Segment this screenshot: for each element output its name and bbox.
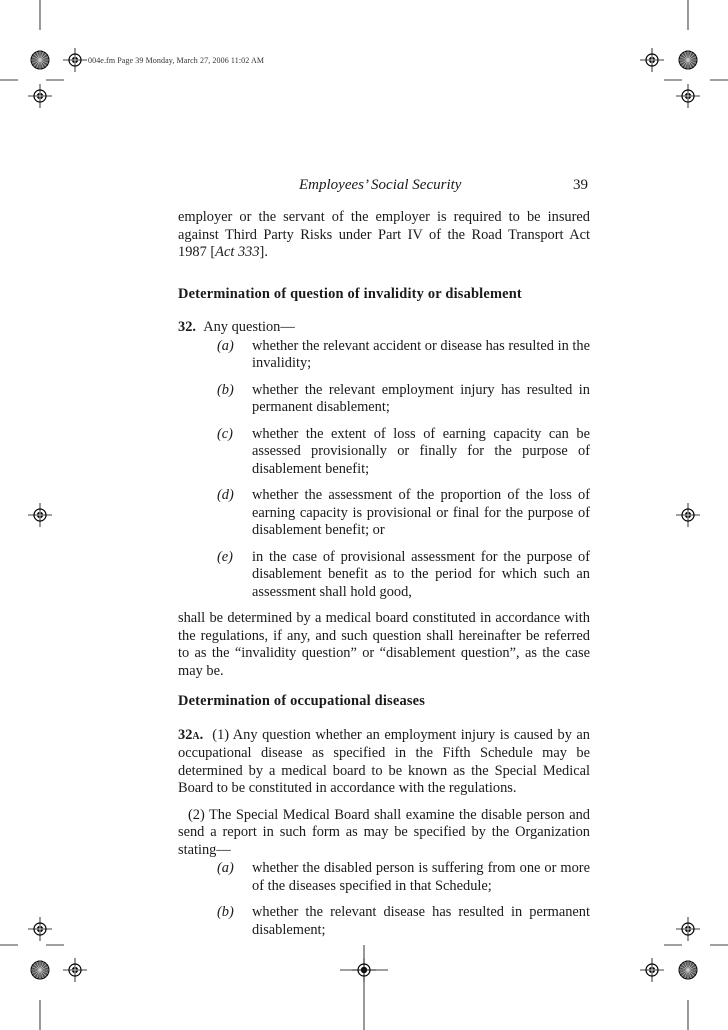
item-text: whether the relevant disease has resulted in permanent disablement;	[252, 904, 590, 938]
item-text: whether the relevant accident or disease has resulted in the invalidity;	[252, 337, 590, 371]
registration-mark-icon	[63, 958, 87, 982]
section-heading: Determination of question of invalidity or disablement	[178, 285, 522, 302]
section-number: 32.	[178, 319, 196, 335]
registration-mark-icon	[676, 503, 700, 527]
print-slug: 004e.fm Page 39 Monday, March 27, 2006 11:02 AM	[88, 56, 265, 65]
list-item	[178, 338, 590, 373]
item-label: (b)	[217, 904, 234, 920]
item-text: whether the assessment of the proportion of the loss of earning capacity is provisional or final for the purpose of disablement benefit; or	[252, 487, 590, 538]
section-32-tail: shall be determined by a medical board constituted in accordance with the regulations, if any, and such question shall hereinafter be referred to as the “invalidity question” or “disablement question”, as the case may be.	[178, 610, 590, 679]
registration-mark-icon	[640, 48, 664, 72]
intro-text-end: ].	[259, 244, 268, 260]
section-32-lead	[178, 319, 590, 337]
list-item	[178, 426, 590, 479]
list-item	[178, 487, 590, 540]
crop-line-bottom-right	[664, 945, 728, 1030]
section-32a-sub1	[178, 727, 590, 798]
item-label: (c)	[217, 425, 233, 442]
crop-line-top-left	[0, 0, 64, 80]
running-head-title: Employees’ Social Security	[299, 177, 462, 193]
subsection-text: (1) Any question whether an employment injury is caused by an occupational disease as specified in the Fifth Schedule may be determined by a medical board to be known as the Special Medical Board to be constituted in accordance with the regulations.	[178, 726, 590, 796]
list-item	[178, 549, 590, 602]
star-mark-icon	[31, 961, 49, 979]
page-number: 39	[573, 177, 588, 193]
registration-mark-icon	[28, 84, 52, 108]
registration-mark-icon	[640, 958, 664, 982]
star-mark-icon	[679, 961, 697, 979]
section-num-dot: .	[199, 726, 204, 743]
registration-mark-icon	[676, 917, 700, 941]
section-heading: Determination of occupational diseases	[178, 693, 426, 709]
section-number	[178, 727, 203, 743]
crop-line-bottom-left	[0, 945, 64, 1030]
section-num-digits: 32	[178, 726, 193, 743]
registration-mark-icon	[63, 48, 87, 72]
item-text: in the case of provisional assessment for the purpose of disablement benefit as to the period for which such an assessment shall hold good,	[252, 548, 590, 600]
registration-mark-icon	[28, 503, 52, 527]
crop-line-top-right	[664, 0, 728, 80]
item-text: whether the relevant employment injury has resulted in permanent disablement;	[252, 381, 590, 415]
item-label: (b)	[217, 381, 234, 398]
star-mark-icon	[31, 51, 49, 69]
list-item	[178, 382, 590, 417]
intro-text: employer or the servant of the employer is required to be insured against Third Party Risks under Part IV of the Road Transport Act 1987 [	[178, 209, 590, 260]
list-item	[178, 860, 590, 895]
item-label: (e)	[217, 548, 233, 565]
star-mark-icon	[679, 51, 697, 69]
item-label: (a)	[217, 860, 234, 876]
registration-mark-icon	[676, 84, 700, 108]
act-reference: Act 333	[215, 244, 260, 260]
body-text	[178, 209, 590, 939]
section-lead-text: Any question—	[203, 319, 295, 335]
intro-paragraph	[178, 209, 590, 262]
section-num-suffix: A	[192, 730, 200, 742]
item-text: whether the disabled person is suffering from one or more of the diseases specified in that Schedule;	[252, 860, 590, 894]
section-32-items	[178, 338, 590, 602]
item-label: (d)	[217, 487, 234, 503]
item-text: whether the extent of loss of earning capacity can be assessed provisionally or finally for the purpose of disablement benefit;	[252, 425, 590, 477]
list-item	[178, 904, 590, 939]
registration-mark-icon	[28, 917, 52, 941]
section-32a-items	[178, 860, 590, 939]
item-label: (a)	[217, 337, 234, 354]
section-32a-sub2: (2) The Special Medical Board shall examine the disable person and send a report in such form as may be specified by the Organization stating—	[178, 806, 590, 858]
